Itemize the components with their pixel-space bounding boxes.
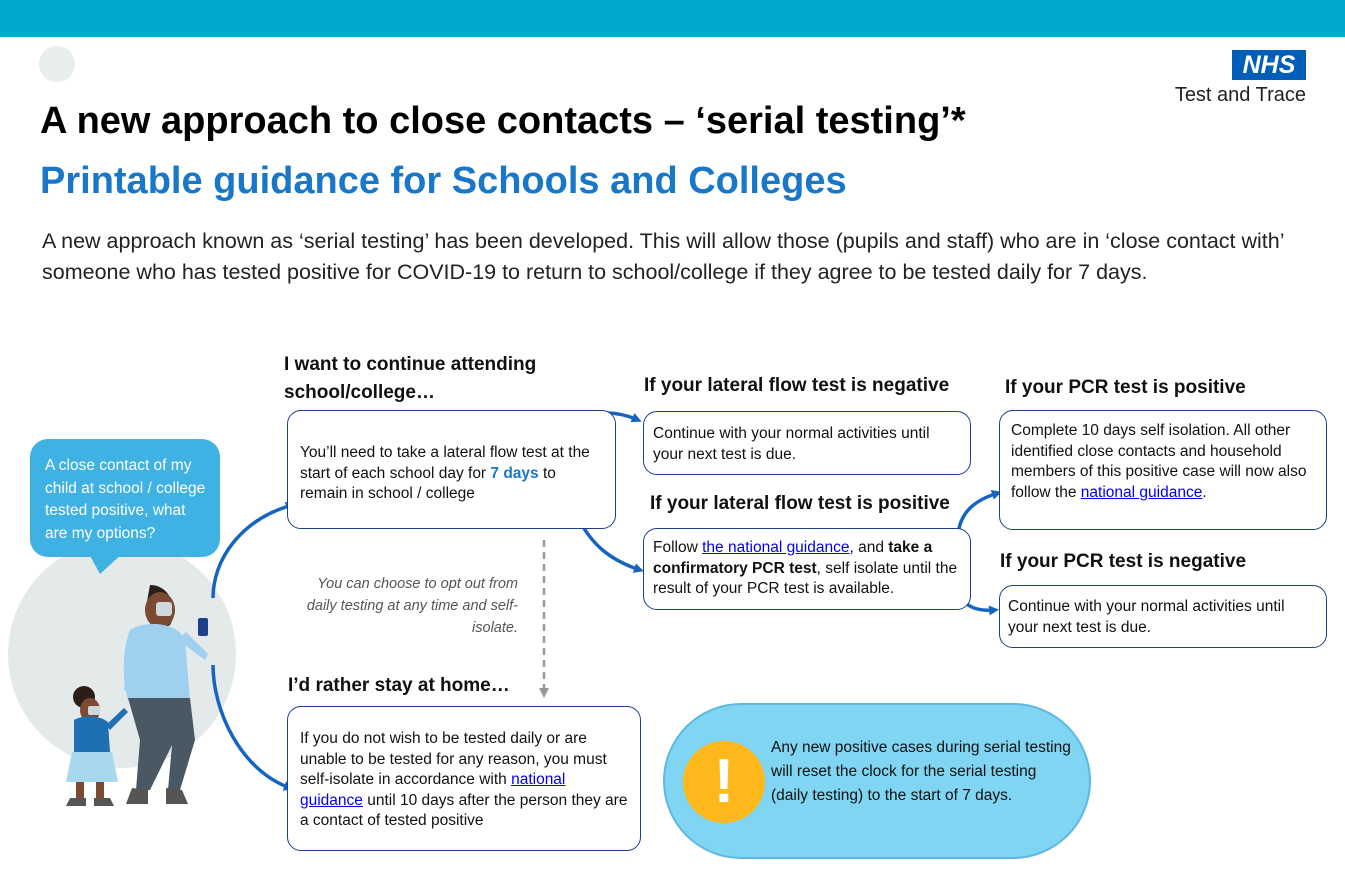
lf-positive-box (643, 528, 971, 610)
pcr-positive-text-start: Complete 10 days self isolation. All other identified close contacts and household members of this positive case will now also follow the (1011, 422, 1307, 501)
home-box (287, 706, 641, 851)
lf-positive-bold-text: take a confirmatory PCR test (653, 539, 933, 577)
attend-text-start: You’ll need to take a lateral flow test at the start of each school day for (300, 444, 590, 482)
arrow-to-home (213, 665, 290, 788)
home-text-end: until 10 days after the person they are a contact of tested positive (300, 791, 628, 829)
home-text-start: If you do not wish to be tested daily or are unable to be tested for any reason, you must self-isolate in accordance with (300, 730, 607, 788)
lf-positive-national-guidance-link[interactable]: the national guidance (702, 539, 850, 556)
lf-positive-text-mid: , and (849, 539, 889, 556)
lf-positive-text-end: , self isolate until the result of your PCR test is available. (653, 559, 958, 597)
adult-figure (124, 585, 208, 804)
attend-highlight: 7 days (490, 464, 539, 482)
pcr-positive-heading: If your PCR test is positive (1005, 377, 1246, 398)
lf-negative-text: Continue with your normal activities until your next test is due. (653, 425, 930, 463)
lf-positive-text-start: Follow (653, 539, 703, 556)
intro-paragraph: A new approach known as ‘serial testing’ has been developed. This will allow those (pupils and staff) who are in ‘close contact with’ someone who has tested positive for COVID-19 to return to school/college if they agree to be tested daily for 7 days. (42, 229, 1284, 284)
nhs-logo-subtitle: Test and Trace (1174, 84, 1306, 106)
lf-negative-box (643, 411, 971, 475)
home-heading: I’d rather stay at home… (288, 675, 510, 696)
child-figure (66, 686, 128, 806)
nhs-logo: NHS (1232, 50, 1306, 80)
lf-negative-heading: If your lateral flow test is negative (644, 375, 950, 396)
warning-icon: ! (683, 741, 765, 823)
lf-positive-heading: If your lateral flow test is positive (650, 493, 950, 514)
pcr-positive-box (999, 410, 1327, 530)
attend-box (287, 410, 616, 529)
home-national-guidance-link[interactable]: national guidance (300, 771, 566, 809)
pcr-negative-box (999, 585, 1327, 648)
opt-out-note: You can choose to opt out from daily testing at any time and self-isolate. (306, 576, 518, 636)
arrow-to-pcr-positive (958, 493, 998, 535)
page-subtitle: Printable guidance for Schools and Colleges (40, 160, 847, 202)
notice-text: Any new positive cases during serial testing will reset the clock for the serial testing (daily testing) to the start of 7 days. (771, 739, 1071, 804)
attend-heading: I want to continue attending school/college… (284, 354, 537, 403)
page-title: A new approach to close contacts – ‘serial testing’* (40, 100, 966, 142)
pcr-negative-heading: If your PCR test is negative (1000, 551, 1247, 572)
attend-text-end: to remain in school / college (300, 464, 556, 502)
pcr-negative-text: Continue with your normal activities until your next test is due. (1008, 598, 1285, 636)
pcr-positive-text-end: . (1202, 483, 1207, 501)
speech-bubble-text: A close contact of my child at school / college tested positive, what are my options? (45, 457, 206, 542)
arrow-to-attend (213, 505, 292, 598)
pcr-positive-national-guidance-link[interactable]: national guidance (1080, 483, 1203, 501)
